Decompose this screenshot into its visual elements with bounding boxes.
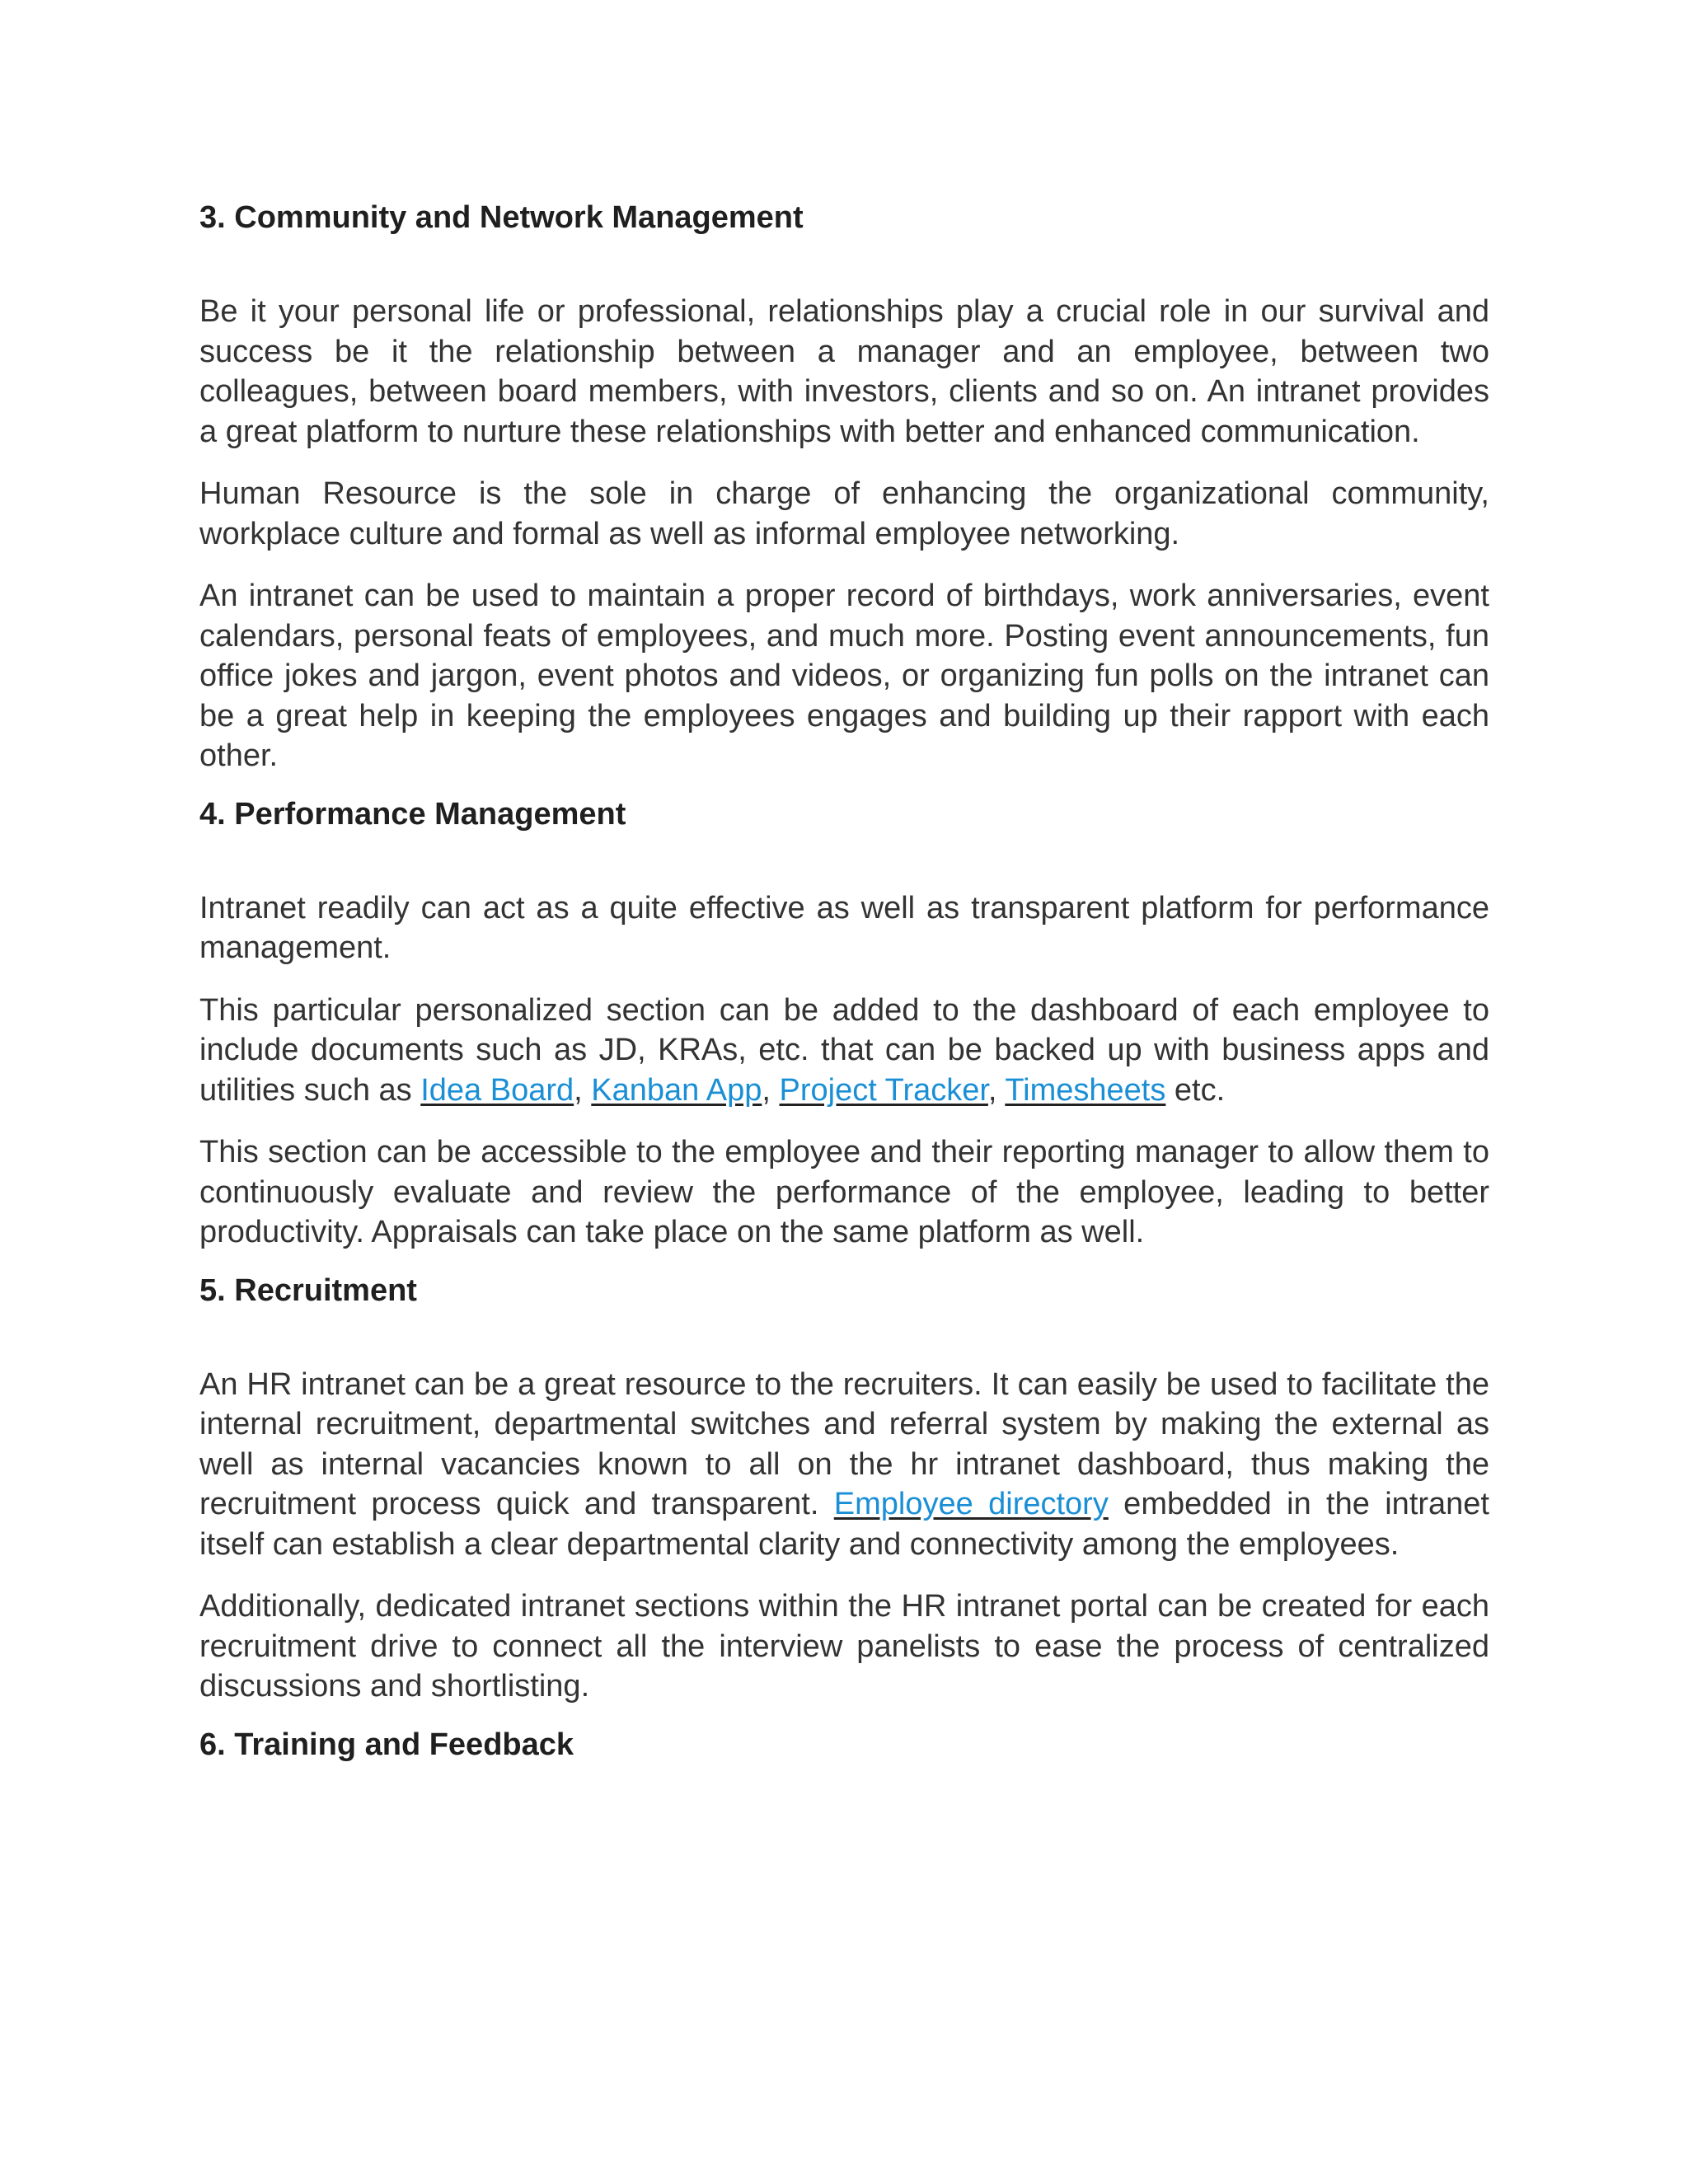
document-page: [199, 191, 1489, 1771]
paragraph: Intranet readily can act as a quite effective as well as transparent platform for performance management.: [199, 890, 1489, 965]
link-timesheets[interactable]: Timesheets: [1005, 1072, 1166, 1108]
separator: ,: [762, 1072, 780, 1108]
paragraph-text: embedded in the intranet itself can establish a clear departmental clarity and connectivity among the employees.: [199, 1487, 1489, 1562]
paragraph: Additionally, dedicated intranet sections within the HR intranet portal can be created for each recruitment drive to connect all the interview panelists to ease the process of centralized discussions and shortlisting.: [199, 1589, 1489, 1704]
paragraph-text: An HR intranet can be a great resource to the recruiters. It can easily be used to facilitate the internal recruitment, departmental switches and referral system by making the external as well as internal vacancies known to all on the hr intranet dashboard, thus making the recruitment process quick and transparent.: [199, 1366, 1489, 1521]
section-heading-community: 3. Community and Network Management: [199, 200, 804, 235]
paragraph: An intranet can be used to maintain a proper record of birthdays, work anniversaries, event calendars, personal feats of employees, and much more. Posting event announcements, fun office jokes and jargon, event photos and videos, or organizing fun polls on the intranet can be a great help in keeping the employees engages and building up their rapport with each other.: [199, 579, 1489, 773]
section-heading-recruitment: 5. Recruitment: [199, 1272, 417, 1308]
link-project-tracker[interactable]: Project Tracker: [779, 1072, 988, 1108]
separator: ,: [574, 1072, 592, 1108]
paragraph-with-links: [199, 991, 1489, 1111]
link-idea-board[interactable]: Idea Board: [420, 1072, 574, 1108]
section-heading-training: 6. Training and Feedback: [199, 1727, 574, 1762]
link-kanban-app[interactable]: Kanban App: [591, 1072, 762, 1108]
paragraph: This section can be accessible to the employee and their reporting manager to allow them to continuously evaluate and review the performance of the employee, leading to better productivity. Appraisals can take place on the same platform as well.: [199, 1135, 1489, 1249]
section-heading-performance: 4. Performance Management: [199, 796, 626, 832]
separator: ,: [987, 1072, 1006, 1108]
paragraph-text: This particular personalized section can be added to the dashboard of each employee to include documents such as JD, KRAs, etc. that can be backed up with business apps and utilities such as: [199, 992, 1489, 1108]
link-employee-directory[interactable]: Employee directory: [833, 1487, 1109, 1521]
paragraph-with-link: [199, 1365, 1489, 1565]
paragraph: Be it your personal life or professional, relationships play a crucial role in our survival and success be it the relationship between a manager and an employee, between two colleagues, between board members, with investors, clients and so on. An intranet provides a great platform to nurture these relationships with better and enhanced communication.: [199, 294, 1489, 449]
paragraph-text: etc.: [1165, 1072, 1226, 1108]
paragraph: Human Resource is the sole in charge of enhancing the organizational community, workplace culture and formal as well as informal employee networking.: [199, 476, 1489, 551]
